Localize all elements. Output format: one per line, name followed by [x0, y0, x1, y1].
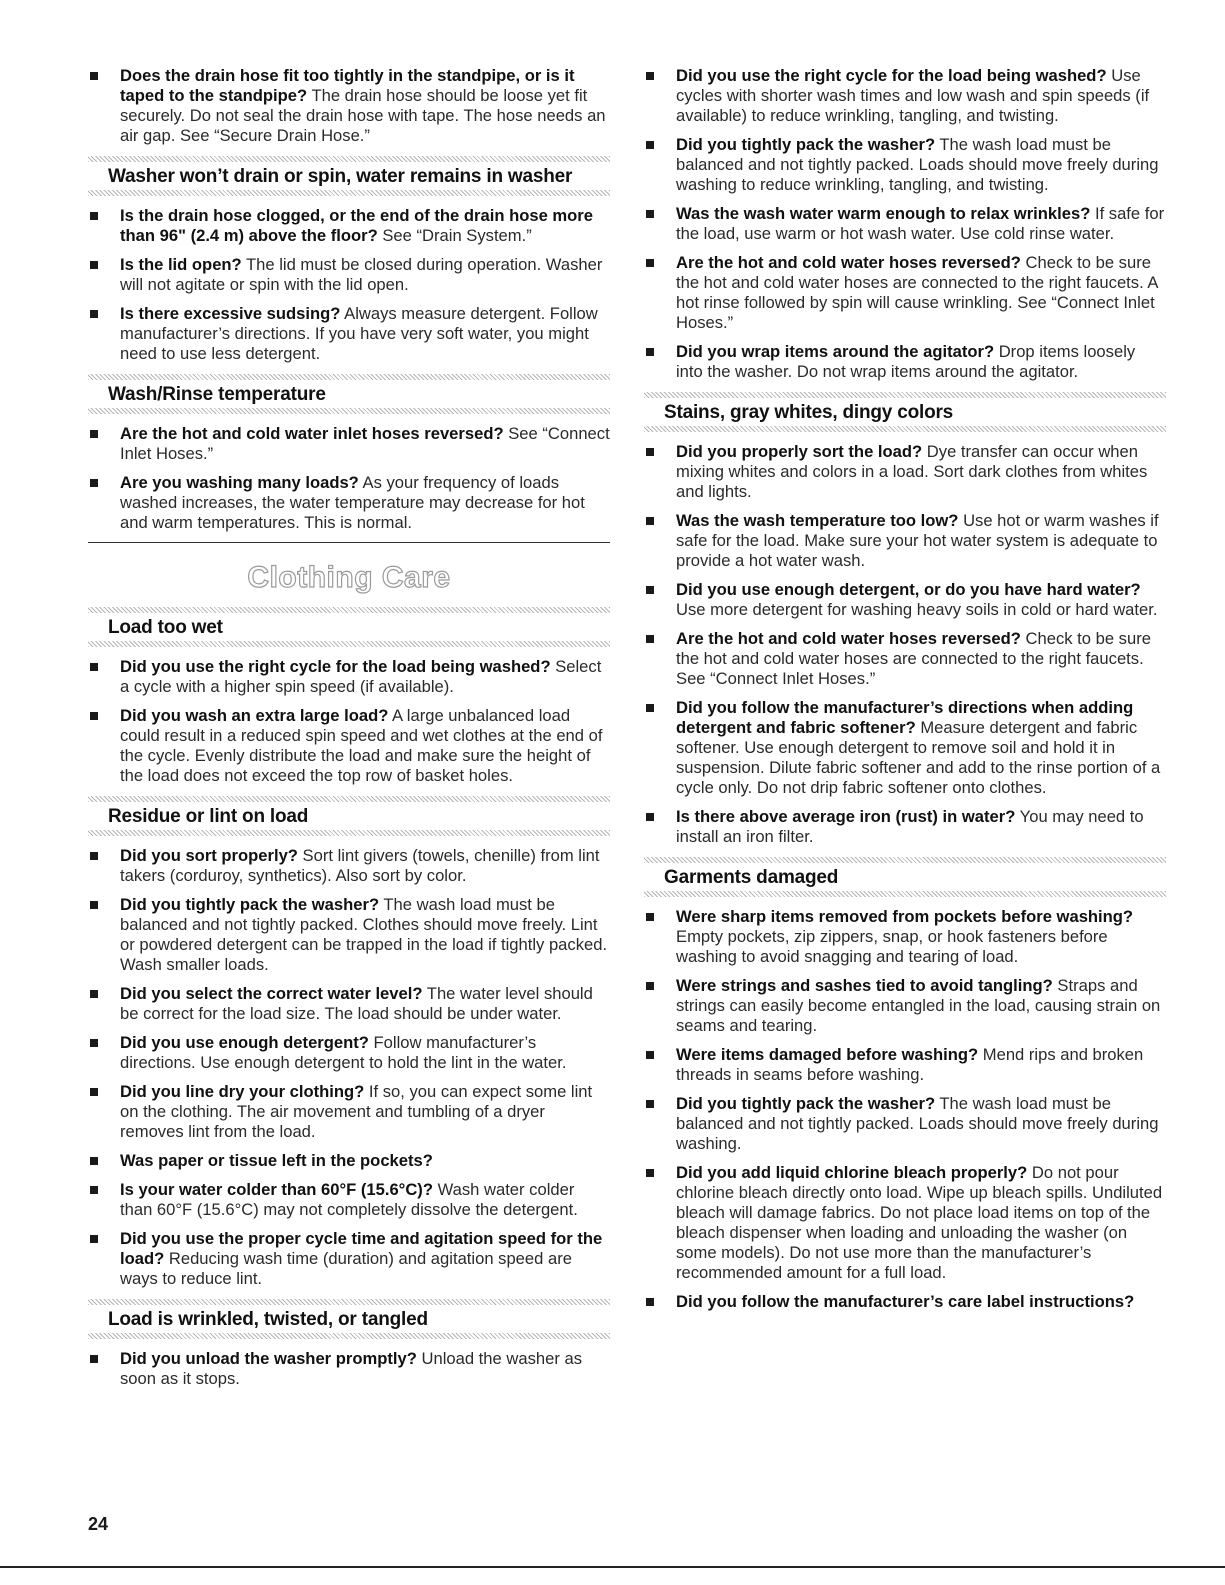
item-question: Did you use enough detergent, or do you have hard water?	[676, 580, 1141, 599]
bullet-icon	[646, 72, 654, 80]
item-question: Did you line dry your clothing?	[120, 1082, 365, 1101]
section-shade-bottom	[88, 1333, 610, 1339]
item-answer: Do not pour chlorine bleach directly onto load. Wipe up bleach spills. Undiluted bleach will damage fabrics. Do not place load items on top of the bleach dispenser when loading and unloading the washer (on some models). Do not use more than the manufacturer’s recommended amount for a full load.	[676, 1163, 1163, 1282]
section-drain	[88, 156, 610, 196]
list-item	[88, 846, 610, 886]
item-answer: The wash load must be balanced and not tightly packed. Loads should move freely during washing.	[676, 1094, 1159, 1153]
bullet-icon	[646, 141, 654, 149]
item-answer: A large unbalanced load could result in a reduced spin speed and wet clothes at the end of the cycle. Evenly distribute the load and make sure the height of the load does not exceed the top row of basket holes.	[120, 706, 603, 785]
list-item	[644, 698, 1166, 798]
item-answer: If so, you can expect some lint on the clothing. The air movement and tumbling of a dryer removes lint from the load.	[120, 1082, 593, 1141]
item-question: Did you tightly pack the washer?	[676, 135, 936, 154]
list-item	[644, 580, 1166, 620]
section-shade-bottom	[644, 426, 1166, 432]
section-title: Residue or lint on load	[108, 806, 309, 827]
item-answer: Always measure detergent. Follow manufacturer’s directions. If you have very soft water, you might need to use less detergent.	[120, 304, 598, 363]
item-answer: See “Drain System.”	[377, 226, 532, 245]
bullet-icon	[90, 1355, 98, 1363]
section-shade-bottom	[88, 830, 610, 836]
list-item	[644, 1094, 1166, 1154]
list-item	[644, 1045, 1166, 1085]
item-question: Did you unload the washer promptly?	[120, 1349, 417, 1368]
list-item	[88, 66, 610, 146]
list-item	[88, 424, 610, 464]
list-item	[644, 135, 1166, 195]
section-shade-bottom	[88, 408, 610, 414]
bullet-icon	[90, 663, 98, 671]
item-answer: You may need to install an iron filter.	[676, 807, 1144, 846]
item-answer: Drop items loosely into the washer. Do not wrap items around the agitator.	[676, 342, 1136, 381]
bullet-icon	[646, 586, 654, 594]
section-shade-bottom	[644, 891, 1166, 897]
item-question: Is there excessive sudsing?	[120, 304, 341, 323]
bullet-icon	[646, 1298, 654, 1306]
bullet-icon	[646, 517, 654, 525]
section-title: Load too wet	[108, 617, 223, 638]
bullet-icon	[646, 259, 654, 267]
item-question: Did you follow the manufacturer’s care label instructions?	[676, 1292, 1135, 1311]
item-answer: Empty pockets, zip zippers, snap, or hook fasteners before washing to avoid snagging and tearing of load.	[676, 927, 1108, 966]
bullet-icon	[646, 913, 654, 921]
section-title: Garments damaged	[664, 867, 839, 888]
bullet-icon	[646, 704, 654, 712]
item-question: Did you wash an extra large load?	[120, 706, 389, 725]
list-item	[88, 1033, 610, 1073]
list-item	[644, 66, 1166, 126]
left-column	[88, 66, 610, 1398]
list-item	[644, 204, 1166, 244]
section-title: Load is wrinkled, twisted, or tangled	[108, 1309, 428, 1330]
bullet-icon	[646, 982, 654, 990]
right-column	[644, 66, 1166, 1321]
section-title: Washer won’t drain or spin, water remains in washer	[108, 166, 573, 187]
bullet-icon	[90, 1088, 98, 1096]
item-answer: Straps and strings can easily become entangled in the load, causing strain on seams and tearing.	[676, 976, 1161, 1035]
item-answer: The wash load must be balanced and not tightly packed. Clothes should move freely. Lint or powdered detergent can be trapped in the load if tightly packed. Wash smaller loads.	[120, 895, 608, 974]
list-item	[644, 342, 1166, 382]
item-answer: Use more detergent for washing heavy soils in cold or hard water.	[676, 600, 1158, 619]
item-question: Did you select the correct water level?	[120, 984, 423, 1003]
item-question: Did you properly sort the load?	[676, 442, 923, 461]
item-question: Are the hot and cold water hoses reversed?	[676, 629, 1021, 648]
item-question: Are the hot and cold water hoses reversed?	[676, 253, 1021, 272]
bottom-rule	[0, 1566, 1225, 1568]
bullet-icon	[646, 635, 654, 643]
bullet-icon	[90, 1157, 98, 1165]
list-item	[88, 1349, 610, 1389]
item-answer: Mend rips and broken threads in seams before washing.	[676, 1045, 1144, 1084]
section-title: Stains, gray whites, dingy colors	[664, 402, 954, 423]
section-residue-lint	[88, 796, 610, 836]
list-item	[644, 442, 1166, 502]
item-question: Did you use enough detergent?	[120, 1033, 369, 1052]
list-item	[88, 255, 610, 295]
item-question: Did you tightly pack the washer?	[676, 1094, 936, 1113]
item-question: Is there above average iron (rust) in water?	[676, 807, 1016, 826]
item-question: Was the wash water warm enough to relax wrinkles?	[676, 204, 1091, 223]
item-answer: Dye transfer can occur when mixing whites and colors in a load. Sort dark clothes from whites and lights.	[676, 442, 1148, 501]
bullet-icon	[90, 990, 98, 998]
clothing-care-title: Clothing Care	[247, 561, 451, 594]
item-answer: The water level should be correct for the load size. The load should be under water.	[120, 984, 593, 1023]
list-item	[88, 706, 610, 786]
list-item	[644, 629, 1166, 689]
bullet-icon	[90, 1039, 98, 1047]
item-question: Were strings and sashes tied to avoid tangling?	[676, 976, 1053, 995]
bullet-icon	[90, 852, 98, 860]
bullet-icon	[90, 1235, 98, 1243]
item-answer: The wash load must be balanced and not tightly packed. Loads should move freely during washing to reduce wrinkling, tangling, and twisting.	[676, 135, 1159, 194]
section-stains	[644, 392, 1166, 432]
bullet-icon	[90, 479, 98, 487]
section-wrinkled	[88, 1299, 610, 1339]
section-temperature	[88, 374, 610, 414]
item-question: Does the drain hose fit too tightly in the standpipe, or is it taped to the standpipe?	[120, 66, 575, 105]
list-item	[644, 511, 1166, 571]
list-item	[88, 304, 610, 364]
item-answer: Sort lint givers (towels, chenille) from lint takers (corduroy, synthetics). Also sort by color.	[120, 846, 600, 885]
item-question: Did you use the right cycle for the load being washed?	[676, 66, 1107, 85]
section-garments-damaged	[644, 857, 1166, 897]
item-question: Did you use the proper cycle time and agitation speed for the load?	[120, 1229, 603, 1268]
section-title: Wash/Rinse temperature	[108, 384, 326, 405]
item-question: Was paper or tissue left in the pockets?	[120, 1151, 433, 1170]
list-item	[88, 1229, 610, 1289]
bullet-icon	[646, 210, 654, 218]
list-item	[644, 907, 1166, 967]
item-question: Did you add liquid chlorine bleach properly?	[676, 1163, 1028, 1182]
item-answer: Use cycles with shorter wash times and low wash and spin speeds (if available) to reduce wrinkling, tangling, and twisting.	[676, 66, 1150, 125]
item-answer: Use hot or warm washes if safe for the load. Make sure your hot water system is adequate to provide a hot water wash.	[676, 511, 1159, 570]
page-number: 24	[88, 1514, 109, 1534]
list-item	[644, 1163, 1166, 1283]
list-item	[88, 1180, 610, 1220]
bullet-icon	[90, 1186, 98, 1194]
item-question: Were sharp items removed from pockets before washing?	[676, 907, 1134, 926]
item-answer: Measure detergent and fabric softener. Use enough detergent to remove soil and hold it in suspension. Dilute fabric softener and add to the rinse portion of a cycle only. Do not drip fabric softener onto clothes.	[676, 718, 1161, 797]
item-question: Did you wrap items around the agitator?	[676, 342, 995, 361]
bullet-icon	[646, 813, 654, 821]
list-item	[88, 984, 610, 1024]
item-question: Are the hot and cold water inlet hoses reversed?	[120, 424, 504, 443]
list-item	[88, 1082, 610, 1142]
item-question: Was the wash temperature too low?	[676, 511, 959, 530]
item-answer: Reducing wash time (duration) and agitation speed are ways to reduce lint.	[120, 1249, 572, 1288]
item-answer: Unload the washer as soon as it stops.	[120, 1349, 582, 1388]
divider-rule	[88, 542, 610, 543]
bullet-icon	[646, 1051, 654, 1059]
section-load-too-wet	[88, 607, 610, 647]
item-question: Are you washing many loads?	[120, 473, 359, 492]
item-question: Is your water colder than 60°F (15.6°C)?	[120, 1180, 433, 1199]
bullet-icon	[90, 72, 98, 80]
item-question: Is the lid open?	[120, 255, 242, 274]
item-question: Is the drain hose clogged, or the end of the drain hose more than 96" (2.4 m) above the floor?	[120, 206, 593, 245]
bullet-icon	[90, 712, 98, 720]
list-item	[88, 206, 610, 246]
section-shade-bottom	[88, 641, 610, 647]
list-item	[644, 253, 1166, 333]
bullet-icon	[90, 310, 98, 318]
bullet-icon	[646, 1169, 654, 1177]
section-shade-bottom	[88, 190, 610, 196]
item-answer: Check to be sure the hot and cold water hoses are connected to the right faucets. A hot rinse followed by spin will cause wrinkling. See “Connect Inlet Hoses.”	[676, 253, 1158, 332]
list-item	[88, 657, 610, 697]
item-answer: The drain hose should be loose yet fit securely. Do not seal the drain hose with tape. The hose needs an air gap. See “Secure Drain Hose.”	[120, 86, 606, 145]
item-answer: The lid must be closed during operation. Washer will not agitate or spin with the lid open.	[120, 255, 603, 294]
item-answer: Wash water colder than 60°F (15.6°C) may not completely dissolve the detergent.	[120, 1180, 578, 1219]
bullet-icon	[90, 430, 98, 438]
list-item	[644, 976, 1166, 1036]
list-item	[644, 1292, 1166, 1312]
item-question: Did you sort properly?	[120, 846, 298, 865]
item-answer: See “Connect Inlet Hoses.”	[120, 424, 610, 463]
item-question: Did you use the right cycle for the load being washed?	[120, 657, 551, 676]
list-item	[88, 895, 610, 975]
bullet-icon	[90, 212, 98, 220]
bullet-icon	[90, 261, 98, 269]
item-answer: Follow manufacturer’s directions. Use enough detergent to hold the lint in the water.	[120, 1033, 567, 1072]
item-answer: Check to be sure the hot and cold water hoses are connected to the right faucets. See “Connect Inlet Hoses.”	[676, 629, 1151, 688]
bullet-icon	[646, 448, 654, 456]
item-answer: Select a cycle with a higher spin speed (if available).	[120, 657, 602, 696]
item-answer: If safe for the load, use warm or hot wash water. Use cold rinse water.	[676, 204, 1165, 243]
list-item	[644, 807, 1166, 847]
list-item	[88, 1151, 610, 1171]
list-item	[88, 473, 610, 533]
item-question: Did you follow the manufacturer’s directions when adding detergent and fabric softener?	[676, 698, 1134, 737]
bullet-icon	[646, 348, 654, 356]
bullet-icon	[90, 901, 98, 909]
bullet-icon	[646, 1100, 654, 1108]
item-question: Did you tightly pack the washer?	[120, 895, 380, 914]
item-question: Were items damaged before washing?	[676, 1045, 979, 1064]
item-answer: As your frequency of loads washed increases, the water temperature may decrease for hot and warm temperatures. This is normal.	[120, 473, 585, 532]
